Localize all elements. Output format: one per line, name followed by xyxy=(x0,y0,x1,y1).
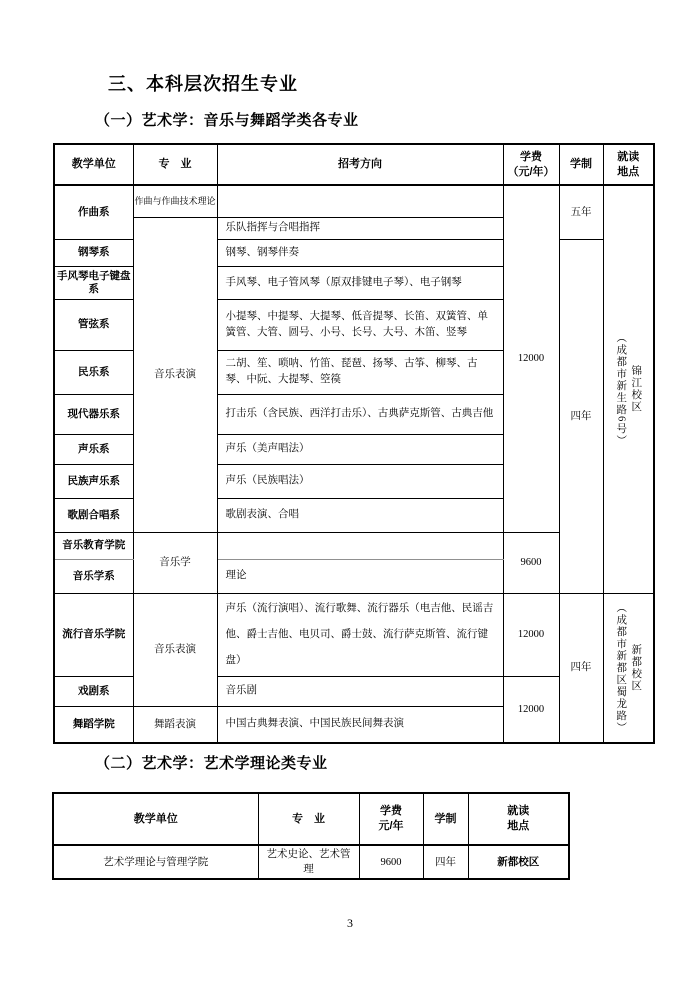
col-header-tuition-line1: 学费 xyxy=(520,150,542,163)
direction-cell xyxy=(217,532,503,559)
unit-cell: 音乐教育学院 xyxy=(54,532,133,559)
col-header-tuition xyxy=(503,144,559,185)
col-header-location-line2: 地点 xyxy=(507,820,530,832)
table-row xyxy=(53,845,569,879)
unit-cell: 歌剧合唱系 xyxy=(54,498,133,532)
unit-cell: 艺术学理论与管理学院 xyxy=(53,845,258,879)
major-cell: 作曲与作曲技术理论 xyxy=(133,185,217,217)
section-title: 三、本科层次招生专业 xyxy=(108,74,298,94)
col-header-major: 专 业 xyxy=(258,793,359,845)
table-row xyxy=(54,593,654,676)
subsection-2-title: （二）艺术学：艺术学理论类专业 xyxy=(95,755,328,772)
col-header-duration: 学制 xyxy=(423,793,468,845)
col-header-location xyxy=(468,793,569,845)
direction-cell: 钢琴、钢琴伴奏 xyxy=(217,239,503,266)
tuition-cell: 12000 xyxy=(503,676,559,743)
subsection-1-title: （一）艺术学：音乐与舞蹈学类各专业 xyxy=(95,112,359,129)
tuition-cell: 9600 xyxy=(359,845,423,879)
tuition-cell: 12000 xyxy=(503,593,559,676)
unit-cell: 钢琴系 xyxy=(54,239,133,266)
direction-cell: 中国古典舞表演、中国民族民间舞表演 xyxy=(217,706,503,743)
table-row xyxy=(54,185,654,217)
unit-cell: 作曲系 xyxy=(54,185,133,239)
col-header-location-line1: 就读 xyxy=(507,805,530,817)
col-header-location-line1: 就读 xyxy=(617,150,640,163)
table1-header-row xyxy=(54,144,654,185)
col-header-tuition-line2: （元/年） xyxy=(507,165,555,178)
direction-cell xyxy=(217,185,503,217)
col-header-location-line2: 地点 xyxy=(617,165,640,178)
unit-cell: 现代器乐系 xyxy=(54,394,133,434)
unit-cell: 民乐系 xyxy=(54,350,133,394)
major-cell: 舞蹈表演 xyxy=(133,706,217,743)
campus-cell xyxy=(603,593,654,743)
unit-cell: 舞蹈学院 xyxy=(54,706,133,743)
direction-cell: 手风琴、电子管风琴（原双排键电子琴）、电子钢琴 xyxy=(217,266,503,299)
campus-cell xyxy=(603,185,654,593)
major-cell: 音乐学 xyxy=(133,532,217,593)
direction-cell: 理论 xyxy=(217,559,503,593)
unit-cell: 管弦系 xyxy=(54,299,133,350)
col-header-location xyxy=(603,144,654,185)
direction-cell: 小提琴、中提琴、大提琴、低音提琴、长笛、双簧管、单簧管、大管、圆号、小号、长号、大号、木笛、竖琴 xyxy=(217,299,503,350)
duration-cell: 四年 xyxy=(423,845,468,879)
unit-cell: 声乐系 xyxy=(54,434,133,464)
direction-cell: 歌剧表演、合唱 xyxy=(217,498,503,532)
col-header-tuition-line1: 学费 xyxy=(380,805,402,817)
col-header-major: 专 业 xyxy=(133,144,217,185)
campus-name: 锦江校区 xyxy=(630,365,642,414)
unit-cell: 流行音乐学院 xyxy=(54,593,133,676)
major-cell: 艺术史论、艺术管理 xyxy=(258,845,359,879)
campus-name: 新都校区 xyxy=(630,643,642,692)
table2-header-row xyxy=(53,793,569,845)
tuition-cell: 9600 xyxy=(503,532,559,593)
col-header-tuition xyxy=(359,793,423,845)
direction-cell: 音乐剧 xyxy=(217,676,503,706)
direction-cell: 声乐（美声唱法） xyxy=(217,434,503,464)
duration-cell: 四年 xyxy=(559,239,603,593)
direction-cell: 乐队指挥与合唱指挥 xyxy=(217,217,503,239)
majors-table-music-dance xyxy=(53,143,655,744)
unit-cell: 戏剧系 xyxy=(54,676,133,706)
direction-cell: 声乐（民族唱法） xyxy=(217,464,503,498)
unit-cell: 手风琴电子键盘系 xyxy=(54,266,133,299)
tuition-cell: 12000 xyxy=(503,185,559,532)
campus-address: （成都市新生路6号） xyxy=(615,331,627,447)
unit-cell: 民族声乐系 xyxy=(54,464,133,498)
duration-cell: 五年 xyxy=(559,185,603,239)
campus-cell: 新都校区 xyxy=(468,845,569,879)
col-header-duration: 学制 xyxy=(559,144,603,185)
col-header-tuition-line2: 元/年 xyxy=(378,820,404,832)
col-header-direction: 招考方向 xyxy=(217,144,503,185)
direction-cell: 声乐（流行演唱）、流行歌舞、流行器乐（电吉他、民谣吉他、爵士吉他、电贝司、爵士鼓、流行萨克斯管、流行键盘） xyxy=(217,593,503,676)
col-header-unit: 教学单位 xyxy=(54,144,133,185)
page-number: 3 xyxy=(347,916,353,930)
duration-cell: 四年 xyxy=(559,593,603,743)
direction-cell: 二胡、笙、唢呐、竹笛、琵琶、扬琴、古筝、柳琴、古琴、中阮、大提琴、箜篌 xyxy=(217,350,503,394)
majors-table-art-theory xyxy=(52,792,570,880)
campus-address: （成都市新都区蜀龙路） xyxy=(615,601,627,734)
direction-cell: 打击乐（含民族、西洋打击乐）、古典萨克斯管、古典吉他 xyxy=(217,394,503,434)
major-cell: 音乐表演 xyxy=(133,593,217,706)
col-header-unit: 教学单位 xyxy=(53,793,258,845)
unit-cell: 音乐学系 xyxy=(54,559,133,593)
major-cell: 音乐表演 xyxy=(133,217,217,532)
